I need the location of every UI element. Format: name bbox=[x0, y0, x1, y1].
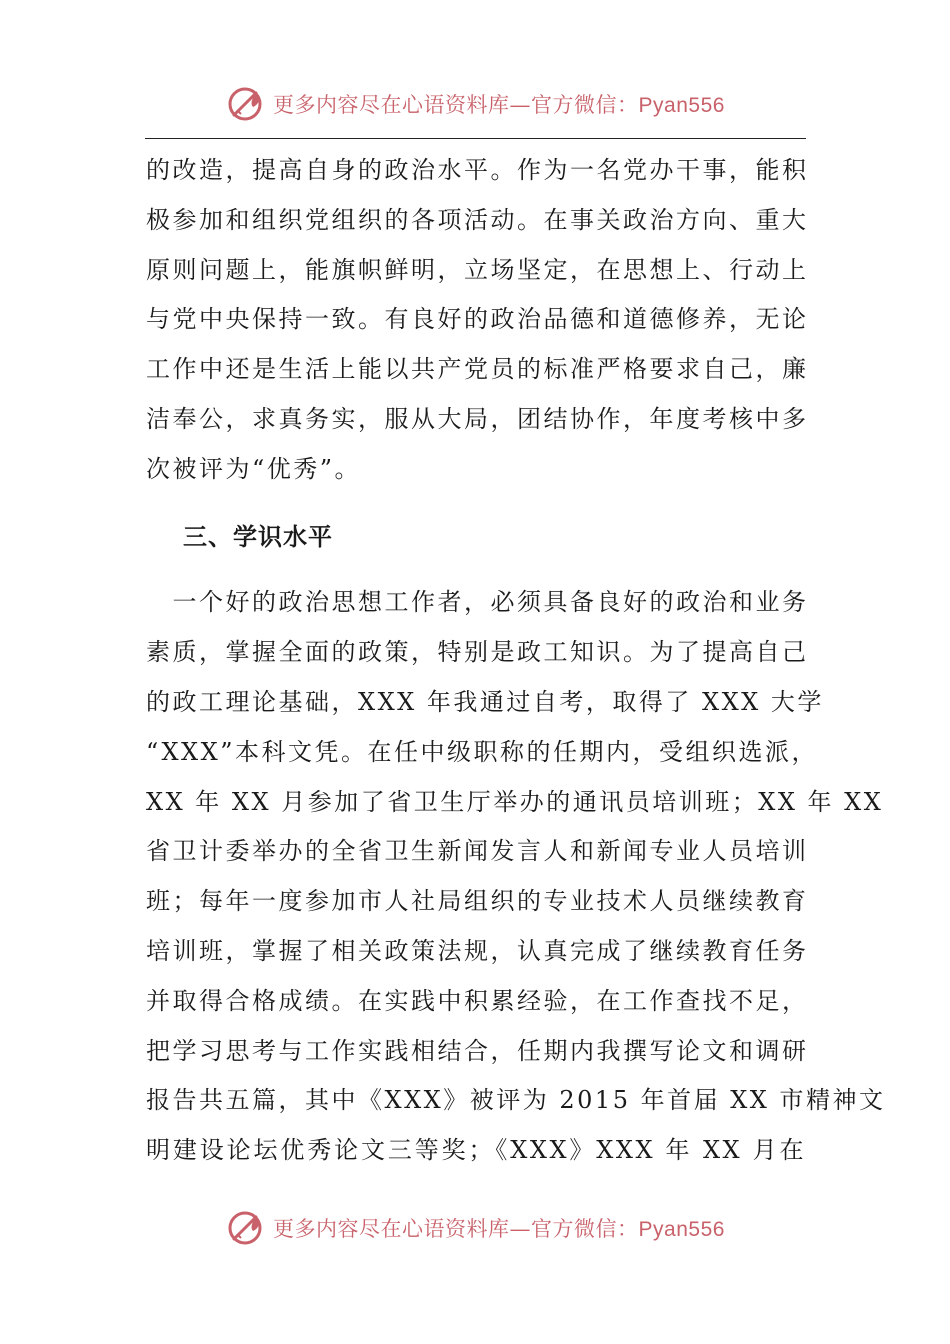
text-line: 极参加和组织党组织的各项活动。在事关政治方向、重大 bbox=[146, 205, 809, 234]
quill-seal-logo-icon bbox=[225, 1208, 265, 1248]
wechat-id: Pyan556 bbox=[638, 1218, 725, 1241]
text-line: 报告共五篇，其中《XXX》被评为 2015 年首届 XX 市精神文 bbox=[146, 1086, 886, 1115]
text-line: 培训班，掌握了相关政策法规，认真完成了继续教育任务 bbox=[146, 936, 809, 965]
text-line: 明建设论坛优秀论文三等奖；《XXX》XXX 年 XX 月在 bbox=[146, 1136, 806, 1165]
header-divider bbox=[145, 138, 806, 139]
document-body bbox=[146, 146, 886, 1176]
text-line: XX 年 XX 月参加了省卫生厅举办的通讯员培训班；XX 年 XX bbox=[146, 787, 884, 816]
quill-seal-logo-icon bbox=[225, 84, 265, 124]
paragraph-knowledge-level bbox=[146, 578, 886, 1176]
text-line: 素质，掌握全面的政策，特别是政工知识。为了提高自己 bbox=[146, 638, 809, 667]
text-line: 次被评为“优秀”。 bbox=[146, 454, 362, 483]
text-line: 与党中央保持一致。有良好的政治品德和道德修养，无论 bbox=[146, 305, 809, 334]
banner-text: 更多内容尽在心语资料库—官方微信：Pyan556 bbox=[273, 1217, 725, 1241]
footer-banner bbox=[0, 1206, 950, 1250]
text-line: 洁奉公，求真务实，服从大局，团结协作，年度考核中多 bbox=[146, 404, 809, 433]
header-banner bbox=[0, 82, 950, 126]
text-line: 并取得合格成绩。在实践中积累经验，在工作查找不足， bbox=[146, 986, 809, 1015]
text-line: 一个好的政治思想工作者，必须具备良好的政治和业务 bbox=[146, 588, 809, 617]
text-line: “XXX”本科文凭。在任中级职称的任期内，受组织选派， bbox=[146, 737, 818, 766]
text-line: 的政工理论基础，XXX 年我通过自考，取得了 XXX 大学 bbox=[146, 687, 824, 716]
text-line: 省卫计委举办的全省卫生新闻发言人和新闻专业人员培训 bbox=[146, 837, 809, 866]
text-line: 的改造，提高自身的政治水平。作为一名党办干事，能积 bbox=[146, 156, 809, 184]
text-line: 原则问题上，能旗帜鲜明，立场坚定，在思想上、行动上 bbox=[146, 255, 809, 284]
section-heading: 三、学识水平 bbox=[183, 522, 333, 551]
text-line: 工作中还是生活上能以共产党员的标准严格要求自己，廉 bbox=[146, 355, 809, 384]
text-line: 班；每年一度参加市人社局组织的专业技术人员继续教育 bbox=[146, 887, 809, 916]
banner-text: 更多内容尽在心语资料库—官方微信：Pyan556 bbox=[273, 93, 725, 117]
wechat-id: Pyan556 bbox=[638, 94, 725, 117]
paragraph-political-quality bbox=[146, 146, 809, 495]
text-line: 把学习思考与工作实践相结合，任期内我撰写论文和调研 bbox=[146, 1036, 809, 1065]
